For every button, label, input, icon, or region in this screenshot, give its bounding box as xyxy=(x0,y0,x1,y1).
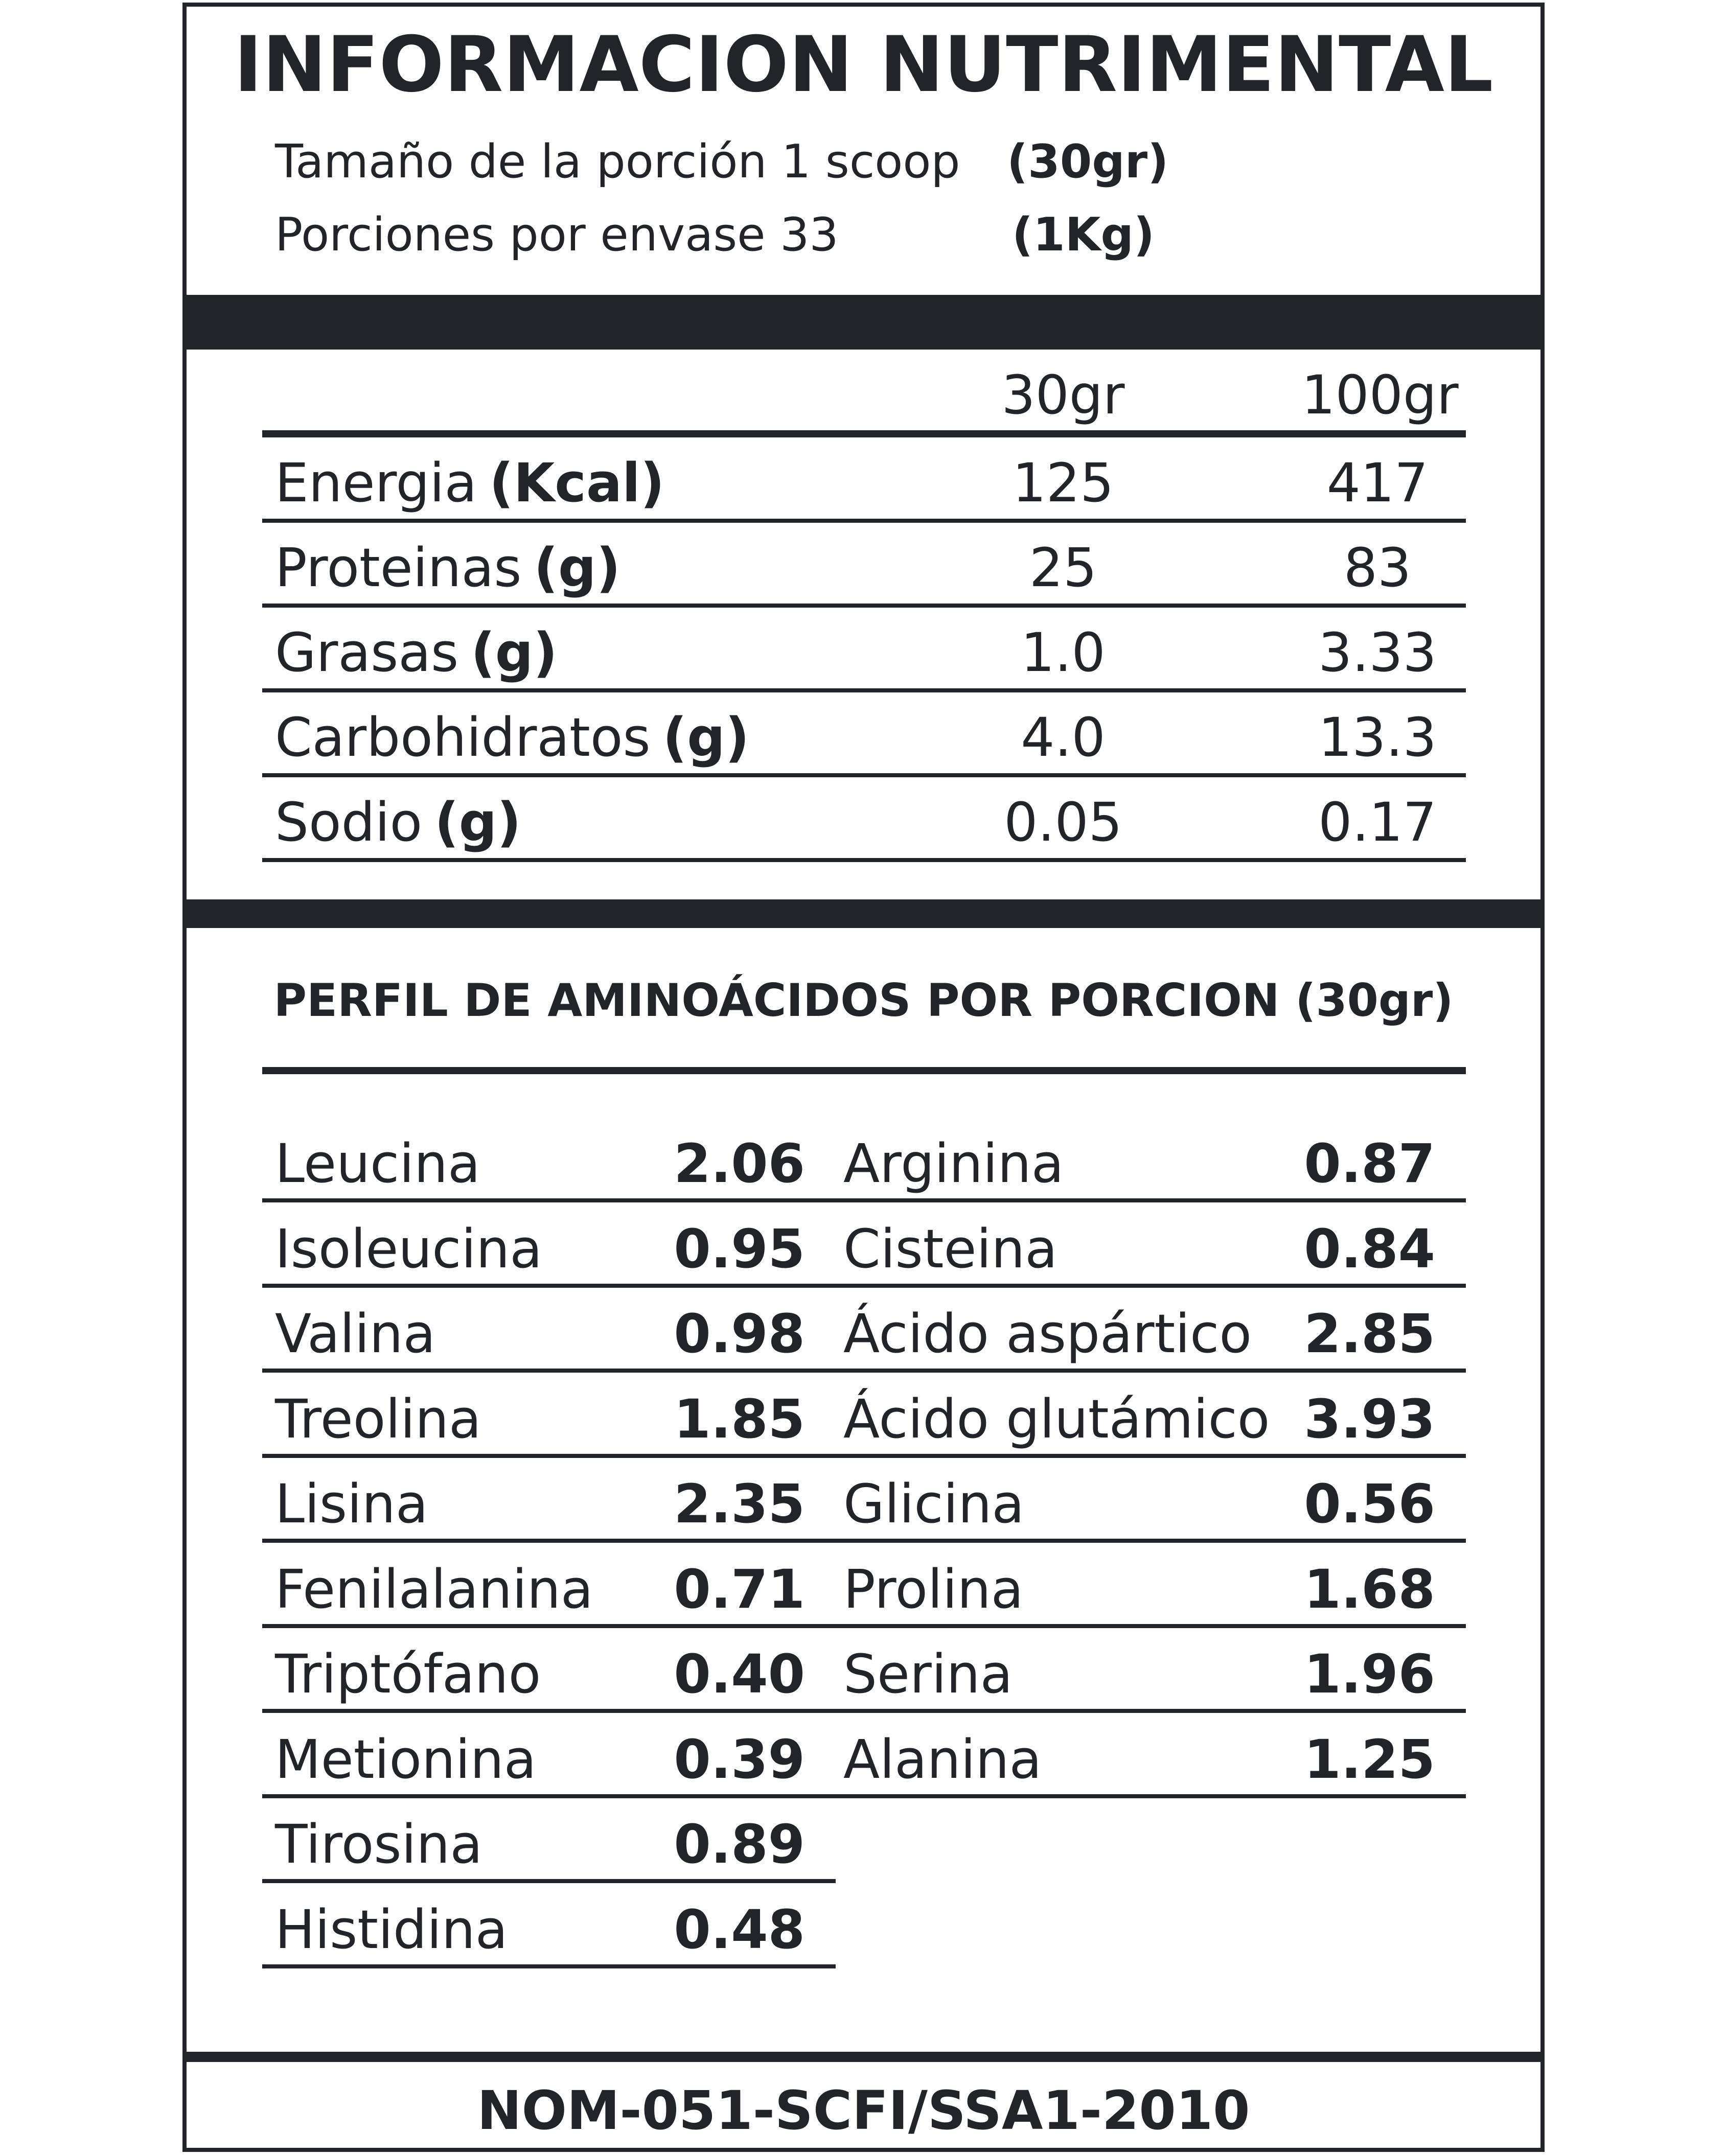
amino-row-rule xyxy=(262,1454,836,1458)
nutrient-label: Carbohidratos xyxy=(275,706,651,769)
nutrient-unit: (g) xyxy=(662,706,750,769)
amino-row-rule xyxy=(262,1198,836,1202)
amino-row-rule xyxy=(835,1624,1466,1628)
column-header-30gr: 30gr xyxy=(1001,364,1125,426)
amino-row-rule xyxy=(262,1964,836,1968)
nutrient-name xyxy=(275,704,749,771)
nutrient-row-rule xyxy=(262,773,1466,777)
amino-row-rule xyxy=(262,1624,836,1628)
nutrient-unit: (g) xyxy=(434,791,521,853)
nutrient-name xyxy=(275,789,521,855)
nutrient-value-100gr: 3.33 xyxy=(1318,621,1437,684)
nutrient-unit: (Kcal) xyxy=(489,452,665,514)
nutrient-row-rule xyxy=(262,688,1466,692)
amino-row-rule xyxy=(835,1794,1466,1798)
amino-acid-value: 1.96 xyxy=(1304,1643,1435,1705)
amino-row-rule xyxy=(262,1794,836,1798)
amino-acid-value: 0.87 xyxy=(1304,1132,1435,1195)
amino-row-rule xyxy=(835,1454,1466,1458)
nutrient-value-100gr: 83 xyxy=(1343,537,1412,599)
amino-acid-value: 0.48 xyxy=(674,1898,805,1961)
amino-acid-name: Lisina xyxy=(275,1473,428,1535)
nutrient-name xyxy=(275,535,620,601)
header-divider-bar xyxy=(182,295,1545,350)
nutrient-value-30gr: 4.0 xyxy=(1021,706,1106,769)
amino-acid-name: Cisteina xyxy=(843,1218,1057,1280)
amino-row-rule xyxy=(835,1284,1466,1288)
amino-profile-title: PERFIL DE AMINOÁCIDOS POR PORCION (30gr) xyxy=(273,974,1454,1027)
amino-acid-value: 1.25 xyxy=(1304,1728,1435,1791)
amino-acid-value: 0.84 xyxy=(1304,1218,1435,1280)
amino-row-rule xyxy=(262,1879,836,1883)
amino-row-rule xyxy=(262,1709,836,1713)
nutrient-name xyxy=(275,450,664,516)
amino-acid-name: Treolina xyxy=(275,1388,481,1450)
footer-divider-bar xyxy=(182,2052,1545,2062)
nom-standard: NOM-051-SCFI/SSA1-2010 xyxy=(477,2079,1250,2142)
nutrient-row-rule xyxy=(262,519,1466,523)
amino-acid-value: 1.85 xyxy=(674,1388,805,1450)
nutrient-row-rule xyxy=(262,604,1466,608)
amino-acid-value: 2.35 xyxy=(674,1473,805,1535)
servings-per-container-value: (1Kg) xyxy=(1012,208,1155,262)
amino-acid-name: Alanina xyxy=(843,1728,1042,1791)
nutrient-value-30gr: 125 xyxy=(1012,452,1114,514)
amino-acid-name: Triptófano xyxy=(275,1643,541,1705)
amino-acid-name: Leucina xyxy=(275,1132,480,1195)
nutrient-label: Proteinas xyxy=(275,537,522,599)
nutrient-value-100gr: 0.17 xyxy=(1318,791,1437,853)
amino-acid-name: Histidina xyxy=(275,1898,508,1961)
amino-acid-name: Ácido aspártico xyxy=(843,1303,1252,1365)
amino-acid-value: 2.06 xyxy=(674,1132,805,1195)
amino-row-rule xyxy=(835,1539,1466,1543)
amino-acid-value: 0.89 xyxy=(674,1813,805,1875)
label-title: INFORMACION NUTRIMENTAL xyxy=(234,20,1493,109)
nutrient-label: Sodio xyxy=(275,791,423,853)
amino-acid-name: Metionina xyxy=(275,1728,537,1791)
amino-row-rule xyxy=(835,1709,1466,1713)
nutrient-value-30gr: 0.05 xyxy=(1004,791,1122,853)
amino-row-rule xyxy=(262,1369,836,1373)
amino-acid-value: 0.71 xyxy=(674,1558,805,1620)
nutrient-unit: (g) xyxy=(471,621,558,684)
servings-per-container-label: Porciones por envase 33 xyxy=(275,208,839,262)
amino-acid-name: Glicina xyxy=(843,1473,1025,1535)
amino-acid-name: Fenilalanina xyxy=(275,1558,593,1620)
nutrient-label: Grasas xyxy=(275,621,459,684)
amino-acid-value: 2.85 xyxy=(1304,1303,1435,1365)
nutrient-value-100gr: 417 xyxy=(1326,452,1429,514)
nutrient-value-30gr: 25 xyxy=(1029,537,1097,599)
nutrient-value-100gr: 13.3 xyxy=(1318,706,1437,769)
amino-acid-value: 0.39 xyxy=(674,1728,805,1791)
amino-acid-name: Prolina xyxy=(843,1558,1024,1620)
column-header-rule xyxy=(262,430,1466,437)
amino-acid-name: Arginina xyxy=(843,1132,1064,1195)
serving-size-value: (30gr) xyxy=(1007,135,1169,189)
amino-acid-name: Ácido glutámico xyxy=(843,1388,1270,1450)
nutrient-value-30gr: 1.0 xyxy=(1021,621,1106,684)
amino-acid-value: 3.93 xyxy=(1304,1388,1435,1450)
amino-acid-value: 0.95 xyxy=(674,1218,805,1280)
amino-row-rule xyxy=(262,1284,836,1288)
nutrient-label: Energia xyxy=(275,452,477,514)
amino-acid-name: Valina xyxy=(275,1303,436,1365)
nutrient-unit: (g) xyxy=(534,537,620,599)
amino-row-rule xyxy=(835,1369,1466,1373)
serving-size-label: Tamaño de la porción 1 scoop xyxy=(275,135,960,189)
amino-acid-name: Isoleucina xyxy=(275,1218,542,1280)
amino-row-rule xyxy=(262,1539,836,1543)
amino-acid-value: 0.40 xyxy=(674,1643,805,1705)
nutrition-divider-bar xyxy=(182,899,1545,928)
amino-acid-name: Tirosina xyxy=(275,1813,483,1875)
nutrient-name xyxy=(275,619,558,686)
column-header-100gr: 100gr xyxy=(1301,364,1459,426)
amino-title-rule xyxy=(262,1067,1466,1074)
nutrient-row-rule xyxy=(262,858,1466,862)
amino-acid-name: Serina xyxy=(843,1643,1013,1705)
amino-row-rule xyxy=(835,1198,1466,1202)
amino-acid-value: 0.56 xyxy=(1304,1473,1435,1535)
amino-acid-value: 0.98 xyxy=(674,1303,805,1365)
amino-acid-value: 1.68 xyxy=(1304,1558,1435,1620)
